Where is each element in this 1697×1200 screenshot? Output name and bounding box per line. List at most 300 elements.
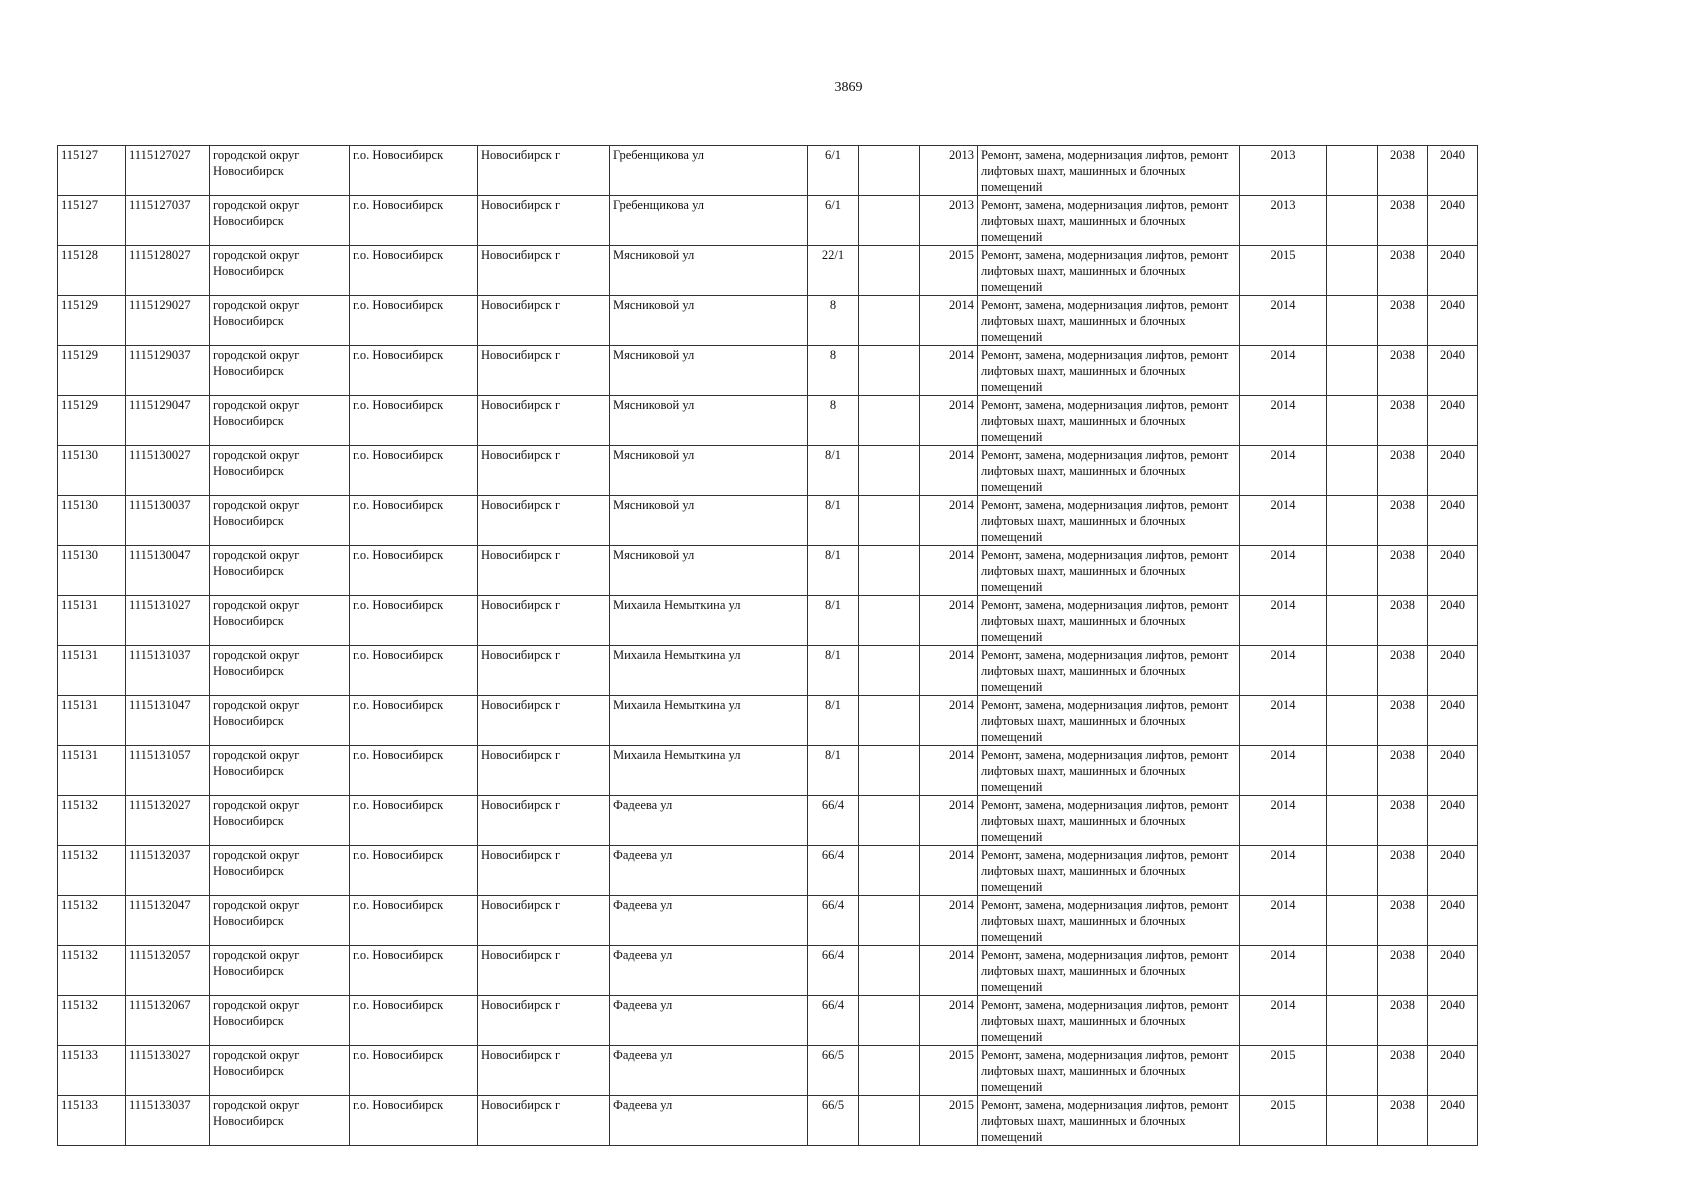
cell-id: 115128	[58, 246, 126, 296]
cell-work: Ремонт, замена, модернизация лифтов, ремонт лифтовых шахт, машинных и блочных помещений	[978, 896, 1240, 946]
cell-code: 1115130037	[126, 496, 210, 546]
cell-id: 115131	[58, 646, 126, 696]
cell-extra	[859, 446, 920, 496]
cell-start-year: 2038	[1378, 946, 1428, 996]
cell-house: 8/1	[808, 646, 859, 696]
cell-blank	[1327, 496, 1378, 546]
table-row	[58, 896, 1478, 946]
cell-end-year: 2040	[1428, 146, 1478, 196]
cell-end-year: 2040	[1428, 1046, 1478, 1096]
cell-work: Ремонт, замена, модернизация лифтов, ремонт лифтовых шахт, машинных и блочных помещений	[978, 596, 1240, 646]
cell-work-year: 2015	[1240, 1046, 1327, 1096]
cell-street: Мясниковой ул	[610, 396, 808, 446]
cell-district: городской округ Новосибирск	[210, 296, 350, 346]
cell-district: городской округ Новосибирск	[210, 596, 350, 646]
cell-blank	[1327, 1096, 1378, 1146]
cell-city: Новосибирск г	[478, 146, 610, 196]
cell-blank	[1327, 296, 1378, 346]
cell-year: 2014	[920, 746, 978, 796]
cell-city: Новосибирск г	[478, 246, 610, 296]
cell-code: 1115132057	[126, 946, 210, 996]
cell-blank	[1327, 896, 1378, 946]
cell-work: Ремонт, замена, модернизация лифтов, ремонт лифтовых шахт, машинных и блочных помещений	[978, 296, 1240, 346]
cell-blank	[1327, 846, 1378, 896]
cell-blank	[1327, 396, 1378, 446]
cell-code: 1115132037	[126, 846, 210, 896]
cell-street: Мясниковой ул	[610, 446, 808, 496]
cell-work-year: 2014	[1240, 946, 1327, 996]
cell-blank	[1327, 746, 1378, 796]
cell-start-year: 2038	[1378, 696, 1428, 746]
table-row	[58, 946, 1478, 996]
cell-code: 1115131047	[126, 696, 210, 746]
cell-work: Ремонт, замена, модернизация лифтов, ремонт лифтовых шахт, машинных и блочных помещений	[978, 446, 1240, 496]
cell-end-year: 2040	[1428, 996, 1478, 1046]
table-row	[58, 846, 1478, 896]
cell-work: Ремонт, замена, модернизация лифтов, ремонт лифтовых шахт, машинных и блочных помещений	[978, 196, 1240, 246]
table-row	[58, 296, 1478, 346]
cell-street: Фадеева ул	[610, 896, 808, 946]
cell-extra	[859, 796, 920, 846]
cell-house: 22/1	[808, 246, 859, 296]
cell-street: Михаила Немыткина ул	[610, 746, 808, 796]
cell-code: 1115132067	[126, 996, 210, 1046]
cell-municipality: г.о. Новосибирск	[350, 846, 478, 896]
cell-district: городской округ Новосибирск	[210, 696, 350, 746]
cell-municipality: г.о. Новосибирск	[350, 146, 478, 196]
cell-blank	[1327, 246, 1378, 296]
cell-code: 1115132047	[126, 896, 210, 946]
cell-work-year: 2014	[1240, 596, 1327, 646]
cell-start-year: 2038	[1378, 996, 1428, 1046]
cell-work-year: 2014	[1240, 646, 1327, 696]
cell-year: 2014	[920, 596, 978, 646]
table-row	[58, 746, 1478, 796]
table-row	[58, 696, 1478, 746]
cell-work-year: 2014	[1240, 446, 1327, 496]
cell-code: 1115128027	[126, 246, 210, 296]
cell-id: 115130	[58, 496, 126, 546]
cell-extra	[859, 346, 920, 396]
cell-extra	[859, 946, 920, 996]
cell-blank	[1327, 946, 1378, 996]
cell-code: 1115131027	[126, 596, 210, 646]
cell-end-year: 2040	[1428, 846, 1478, 896]
cell-extra	[859, 596, 920, 646]
cell-district: городской округ Новосибирск	[210, 396, 350, 446]
cell-municipality: г.о. Новосибирск	[350, 346, 478, 396]
cell-work: Ремонт, замена, модернизация лифтов, ремонт лифтовых шахт, машинных и блочных помещений	[978, 846, 1240, 896]
cell-year: 2014	[920, 346, 978, 396]
cell-house: 8/1	[808, 746, 859, 796]
cell-work-year: 2013	[1240, 146, 1327, 196]
cell-municipality: г.о. Новосибирск	[350, 946, 478, 996]
cell-work: Ремонт, замена, модернизация лифтов, ремонт лифтовых шахт, машинных и блочных помещений	[978, 946, 1240, 996]
cell-work: Ремонт, замена, модернизация лифтов, ремонт лифтовых шахт, машинных и блочных помещений	[978, 496, 1240, 546]
cell-city: Новосибирск г	[478, 546, 610, 596]
cell-year: 2015	[920, 1046, 978, 1096]
cell-district: городской округ Новосибирск	[210, 196, 350, 246]
cell-street: Михаила Немыткина ул	[610, 646, 808, 696]
cell-extra	[859, 846, 920, 896]
cell-start-year: 2038	[1378, 896, 1428, 946]
cell-district: городской округ Новосибирск	[210, 246, 350, 296]
cell-municipality: г.о. Новосибирск	[350, 896, 478, 946]
cell-extra	[859, 546, 920, 596]
cell-blank	[1327, 196, 1378, 246]
cell-city: Новосибирск г	[478, 596, 610, 646]
cell-municipality: г.о. Новосибирск	[350, 546, 478, 596]
table-row	[58, 996, 1478, 1046]
cell-blank	[1327, 796, 1378, 846]
cell-street: Фадеева ул	[610, 1096, 808, 1146]
cell-id: 115131	[58, 696, 126, 746]
cell-id: 115132	[58, 896, 126, 946]
cell-code: 1115133027	[126, 1046, 210, 1096]
cell-start-year: 2038	[1378, 746, 1428, 796]
cell-end-year: 2040	[1428, 1096, 1478, 1146]
cell-end-year: 2040	[1428, 946, 1478, 996]
cell-year: 2014	[920, 946, 978, 996]
cell-end-year: 2040	[1428, 596, 1478, 646]
cell-work: Ремонт, замена, модернизация лифтов, ремонт лифтовых шахт, машинных и блочных помещений	[978, 346, 1240, 396]
cell-house: 8	[808, 296, 859, 346]
cell-start-year: 2038	[1378, 1096, 1428, 1146]
cell-work-year: 2014	[1240, 796, 1327, 846]
cell-municipality: г.о. Новосибирск	[350, 746, 478, 796]
table-row	[58, 446, 1478, 496]
cell-end-year: 2040	[1428, 396, 1478, 446]
cell-extra	[859, 396, 920, 446]
cell-work: Ремонт, замена, модернизация лифтов, ремонт лифтовых шахт, машинных и блочных помещений	[978, 546, 1240, 596]
cell-city: Новосибирск г	[478, 946, 610, 996]
cell-street: Фадеева ул	[610, 996, 808, 1046]
cell-year: 2015	[920, 246, 978, 296]
cell-end-year: 2040	[1428, 346, 1478, 396]
cell-end-year: 2040	[1428, 196, 1478, 246]
cell-year: 2014	[920, 546, 978, 596]
cell-city: Новосибирск г	[478, 396, 610, 446]
cell-municipality: г.о. Новосибирск	[350, 1096, 478, 1146]
cell-id: 115130	[58, 446, 126, 496]
cell-year: 2013	[920, 146, 978, 196]
cell-municipality: г.о. Новосибирск	[350, 996, 478, 1046]
cell-district: городской округ Новосибирск	[210, 746, 350, 796]
cell-start-year: 2038	[1378, 496, 1428, 546]
cell-year: 2014	[920, 496, 978, 546]
cell-code: 1115127037	[126, 196, 210, 246]
registry-table	[57, 145, 1478, 1146]
cell-house: 8/1	[808, 496, 859, 546]
cell-district: городской округ Новосибирск	[210, 846, 350, 896]
cell-code: 1115129037	[126, 346, 210, 396]
cell-street: Гребенщикова ул	[610, 196, 808, 246]
cell-blank	[1327, 346, 1378, 396]
cell-end-year: 2040	[1428, 546, 1478, 596]
cell-code: 1115129047	[126, 396, 210, 446]
cell-work-year: 2014	[1240, 546, 1327, 596]
cell-street: Мясниковой ул	[610, 546, 808, 596]
cell-district: городской округ Новосибирск	[210, 346, 350, 396]
cell-end-year: 2040	[1428, 696, 1478, 746]
cell-blank	[1327, 996, 1378, 1046]
cell-house: 8/1	[808, 696, 859, 746]
cell-work-year: 2014	[1240, 496, 1327, 546]
table-row	[58, 496, 1478, 546]
cell-year: 2014	[920, 896, 978, 946]
cell-house: 66/4	[808, 946, 859, 996]
cell-street: Мясниковой ул	[610, 246, 808, 296]
cell-end-year: 2040	[1428, 896, 1478, 946]
cell-extra	[859, 496, 920, 546]
cell-code: 1115130047	[126, 546, 210, 596]
cell-year: 2014	[920, 446, 978, 496]
cell-blank	[1327, 1046, 1378, 1096]
cell-city: Новосибирск г	[478, 1096, 610, 1146]
cell-house: 8/1	[808, 546, 859, 596]
cell-street: Михаила Немыткина ул	[610, 596, 808, 646]
cell-start-year: 2038	[1378, 546, 1428, 596]
cell-id: 115127	[58, 146, 126, 196]
cell-start-year: 2038	[1378, 346, 1428, 396]
cell-municipality: г.о. Новосибирск	[350, 596, 478, 646]
cell-house: 8	[808, 346, 859, 396]
cell-house: 66/5	[808, 1046, 859, 1096]
cell-id: 115133	[58, 1096, 126, 1146]
cell-district: городской округ Новосибирск	[210, 896, 350, 946]
cell-extra	[859, 196, 920, 246]
cell-blank	[1327, 696, 1378, 746]
table-body	[58, 146, 1478, 1146]
cell-extra	[859, 146, 920, 196]
cell-work-year: 2014	[1240, 696, 1327, 746]
cell-city: Новосибирск г	[478, 846, 610, 896]
cell-work-year: 2014	[1240, 846, 1327, 896]
cell-city: Новосибирск г	[478, 696, 610, 746]
cell-work-year: 2015	[1240, 1096, 1327, 1146]
cell-city: Новосибирск г	[478, 646, 610, 696]
table-row	[58, 546, 1478, 596]
cell-extra	[859, 696, 920, 746]
cell-extra	[859, 646, 920, 696]
cell-municipality: г.о. Новосибирск	[350, 396, 478, 446]
page-number: 3869	[834, 80, 863, 95]
cell-city: Новосибирск г	[478, 346, 610, 396]
cell-end-year: 2040	[1428, 646, 1478, 696]
cell-work: Ремонт, замена, модернизация лифтов, ремонт лифтовых шахт, машинных и блочных помещений	[978, 996, 1240, 1046]
table-row	[58, 346, 1478, 396]
cell-start-year: 2038	[1378, 196, 1428, 246]
cell-municipality: г.о. Новосибирск	[350, 296, 478, 346]
cell-blank	[1327, 646, 1378, 696]
cell-work-year: 2014	[1240, 296, 1327, 346]
cell-extra	[859, 896, 920, 946]
table-row	[58, 1046, 1478, 1096]
cell-city: Новосибирск г	[478, 1046, 610, 1096]
cell-code: 1115130027	[126, 446, 210, 496]
cell-street: Фадеева ул	[610, 946, 808, 996]
cell-city: Новосибирск г	[478, 196, 610, 246]
cell-city: Новосибирск г	[478, 446, 610, 496]
cell-code: 1115132027	[126, 796, 210, 846]
cell-street: Фадеева ул	[610, 796, 808, 846]
cell-end-year: 2040	[1428, 246, 1478, 296]
cell-id: 115130	[58, 546, 126, 596]
cell-municipality: г.о. Новосибирск	[350, 446, 478, 496]
cell-extra	[859, 246, 920, 296]
cell-extra	[859, 296, 920, 346]
table-row	[58, 146, 1478, 196]
cell-house: 6/1	[808, 196, 859, 246]
cell-work-year: 2014	[1240, 996, 1327, 1046]
cell-start-year: 2038	[1378, 1046, 1428, 1096]
cell-year: 2014	[920, 846, 978, 896]
cell-work-year: 2015	[1240, 246, 1327, 296]
table-row	[58, 1096, 1478, 1146]
cell-house: 66/4	[808, 846, 859, 896]
cell-house: 66/4	[808, 796, 859, 846]
cell-work-year: 2014	[1240, 746, 1327, 796]
cell-extra	[859, 1046, 920, 1096]
cell-end-year: 2040	[1428, 746, 1478, 796]
cell-end-year: 2040	[1428, 296, 1478, 346]
table-row	[58, 196, 1478, 246]
cell-extra	[859, 996, 920, 1046]
cell-id: 115131	[58, 746, 126, 796]
cell-work: Ремонт, замена, модернизация лифтов, ремонт лифтовых шахт, машинных и блочных помещений	[978, 796, 1240, 846]
cell-work: Ремонт, замена, модернизация лифтов, ремонт лифтовых шахт, машинных и блочных помещений	[978, 146, 1240, 196]
cell-district: городской округ Новосибирск	[210, 446, 350, 496]
cell-id: 115132	[58, 846, 126, 896]
cell-end-year: 2040	[1428, 446, 1478, 496]
cell-house: 66/5	[808, 1096, 859, 1146]
cell-district: городской округ Новосибирск	[210, 496, 350, 546]
table-row	[58, 646, 1478, 696]
cell-street: Михаила Немыткина ул	[610, 696, 808, 746]
cell-municipality: г.о. Новосибирск	[350, 796, 478, 846]
cell-blank	[1327, 446, 1378, 496]
cell-work-year: 2013	[1240, 196, 1327, 246]
cell-id: 115133	[58, 1046, 126, 1096]
cell-work-year: 2014	[1240, 346, 1327, 396]
cell-street: Мясниковой ул	[610, 496, 808, 546]
cell-municipality: г.о. Новосибирск	[350, 196, 478, 246]
cell-start-year: 2038	[1378, 246, 1428, 296]
cell-house: 8/1	[808, 596, 859, 646]
cell-code: 1115131057	[126, 746, 210, 796]
cell-house: 8	[808, 396, 859, 446]
cell-blank	[1327, 596, 1378, 646]
cell-work: Ремонт, замена, модернизация лифтов, ремонт лифтовых шахт, машинных и блочных помещений	[978, 696, 1240, 746]
cell-city: Новосибирск г	[478, 496, 610, 546]
cell-extra	[859, 746, 920, 796]
cell-house: 66/4	[808, 896, 859, 946]
cell-year: 2014	[920, 396, 978, 446]
cell-district: городской округ Новосибирск	[210, 1046, 350, 1096]
cell-house: 8/1	[808, 446, 859, 496]
cell-start-year: 2038	[1378, 846, 1428, 896]
cell-district: городской округ Новосибирск	[210, 1096, 350, 1146]
cell-district: городской округ Новосибирск	[210, 996, 350, 1046]
cell-street: Гребенщикова ул	[610, 146, 808, 196]
cell-start-year: 2038	[1378, 296, 1428, 346]
cell-start-year: 2038	[1378, 446, 1428, 496]
cell-municipality: г.о. Новосибирск	[350, 1046, 478, 1096]
cell-id: 115132	[58, 946, 126, 996]
cell-street: Фадеева ул	[610, 846, 808, 896]
table-row	[58, 246, 1478, 296]
cell-id: 115129	[58, 296, 126, 346]
cell-street: Мясниковой ул	[610, 346, 808, 396]
cell-code: 1115133037	[126, 1096, 210, 1146]
cell-city: Новосибирск г	[478, 746, 610, 796]
cell-municipality: г.о. Новосибирск	[350, 646, 478, 696]
cell-start-year: 2038	[1378, 596, 1428, 646]
table-row	[58, 396, 1478, 446]
cell-start-year: 2038	[1378, 796, 1428, 846]
cell-year: 2013	[920, 196, 978, 246]
cell-id: 115127	[58, 196, 126, 246]
cell-work: Ремонт, замена, модернизация лифтов, ремонт лифтовых шахт, машинных и блочных помещений	[978, 746, 1240, 796]
table-row	[58, 596, 1478, 646]
cell-city: Новосибирск г	[478, 896, 610, 946]
cell-year: 2014	[920, 646, 978, 696]
cell-year: 2014	[920, 996, 978, 1046]
cell-id: 115132	[58, 996, 126, 1046]
cell-work-year: 2014	[1240, 396, 1327, 446]
cell-street: Мясниковой ул	[610, 296, 808, 346]
cell-work: Ремонт, замена, модернизация лифтов, ремонт лифтовых шахт, машинных и блочных помещений	[978, 246, 1240, 296]
cell-code: 1115129027	[126, 296, 210, 346]
cell-work-year: 2014	[1240, 896, 1327, 946]
cell-extra	[859, 1096, 920, 1146]
cell-end-year: 2040	[1428, 796, 1478, 846]
cell-municipality: г.о. Новосибирск	[350, 246, 478, 296]
cell-district: городской округ Новосибирск	[210, 646, 350, 696]
cell-end-year: 2040	[1428, 496, 1478, 546]
cell-blank	[1327, 546, 1378, 596]
cell-id: 115131	[58, 596, 126, 646]
cell-district: городской округ Новосибирск	[210, 546, 350, 596]
cell-city: Новосибирск г	[478, 996, 610, 1046]
cell-id: 115129	[58, 396, 126, 446]
cell-street: Фадеева ул	[610, 1046, 808, 1096]
cell-year: 2014	[920, 796, 978, 846]
cell-work: Ремонт, замена, модернизация лифтов, ремонт лифтовых шахт, машинных и блочных помещений	[978, 1096, 1240, 1146]
cell-id: 115129	[58, 346, 126, 396]
cell-year: 2014	[920, 296, 978, 346]
cell-city: Новосибирск г	[478, 296, 610, 346]
cell-year: 2015	[920, 1096, 978, 1146]
cell-house: 6/1	[808, 146, 859, 196]
cell-work: Ремонт, замена, модернизация лифтов, ремонт лифтовых шахт, машинных и блочных помещений	[978, 396, 1240, 446]
cell-municipality: г.о. Новосибирск	[350, 696, 478, 746]
cell-work: Ремонт, замена, модернизация лифтов, ремонт лифтовых шахт, машинных и блочных помещений	[978, 646, 1240, 696]
cell-municipality: г.о. Новосибирск	[350, 496, 478, 546]
cell-start-year: 2038	[1378, 146, 1428, 196]
cell-code: 1115127027	[126, 146, 210, 196]
cell-id: 115132	[58, 796, 126, 846]
cell-work: Ремонт, замена, модернизация лифтов, ремонт лифтовых шахт, машинных и блочных помещений	[978, 1046, 1240, 1096]
cell-district: городской округ Новосибирск	[210, 146, 350, 196]
cell-code: 1115131037	[126, 646, 210, 696]
cell-blank	[1327, 146, 1378, 196]
cell-start-year: 2038	[1378, 396, 1428, 446]
cell-district: городской округ Новосибирск	[210, 796, 350, 846]
cell-house: 66/4	[808, 996, 859, 1046]
cell-district: городской округ Новосибирск	[210, 946, 350, 996]
cell-city: Новосибирск г	[478, 796, 610, 846]
